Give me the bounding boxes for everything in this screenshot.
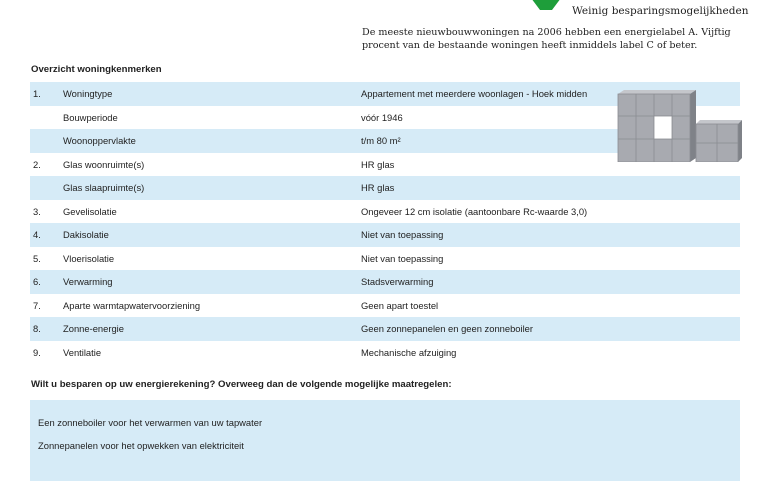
row-number: 7. <box>33 299 41 311</box>
row-value: Niet van toepassing <box>361 252 444 264</box>
row-value: Geen apart toestel <box>361 299 439 311</box>
table-row <box>30 294 740 318</box>
apartment-building-icon <box>612 88 744 162</box>
row-number: 9. <box>33 346 41 358</box>
table-row <box>30 247 740 271</box>
table-row <box>30 341 740 365</box>
row-label: Ventilatie <box>63 346 102 358</box>
row-value: Stadsverwarming <box>361 276 434 287</box>
row-number: 8. <box>33 323 41 334</box>
row-number: 2. <box>33 158 41 170</box>
row-label: Verwarming <box>63 276 113 287</box>
row-number: 6. <box>33 276 41 287</box>
measures-box <box>30 400 740 481</box>
row-value: Appartement met meerdere woonlagen - Hoek midden <box>361 88 588 99</box>
row-number: 3. <box>33 205 41 217</box>
row-label: Glas woonruimte(s) <box>63 158 145 170</box>
row-value: Ongeveer 12 cm isolatie (aantoonbare Rc-waarde 3,0) <box>361 205 588 217</box>
measure-item: Een zonneboiler voor het verwarmen van uw tapwater <box>38 417 263 428</box>
row-value: t/m 80 m² <box>361 135 401 146</box>
table-row <box>30 176 740 200</box>
row-label: Gevelisolatie <box>63 205 117 217</box>
intro-text: De meeste nieuwbouwwoningen na 2006 hebben een energielabel A. Vijftig procent van de bestaande woningen heeft inmiddels label C of beter. <box>362 27 731 51</box>
row-label: Woonoppervlakte <box>63 135 136 146</box>
row-value: Geen zonnepanelen en geen zonneboiler <box>361 323 534 334</box>
table-row <box>30 317 740 341</box>
row-number: 1. <box>33 88 41 99</box>
row-label: Dakisolatie <box>63 229 109 240</box>
energy-label-badge <box>522 0 570 10</box>
table-row <box>30 223 740 247</box>
row-value: vóór 1946 <box>361 111 403 123</box>
row-label: Zonne-energie <box>63 323 124 334</box>
row-label: Woningtype <box>63 88 113 99</box>
row-label: Vloerisolatie <box>63 252 115 264</box>
advice-question: Wilt u besparen op uw energierekening? Overweeg dan de volgende mogelijke maatregelen: <box>31 379 452 390</box>
row-value: Mechanische afzuiging <box>361 346 457 358</box>
row-label: Glas slaapruimte(s) <box>63 182 145 193</box>
row-number: 4. <box>33 229 41 240</box>
row-number: 5. <box>33 252 41 264</box>
table-row <box>30 270 740 294</box>
row-label: Aparte warmtapwatervoorziening <box>63 299 201 311</box>
row-value: HR glas <box>361 158 395 170</box>
measure-item: Zonnepanelen voor het opwekken van elektriciteit <box>38 440 244 451</box>
overview-title: Overzicht woningkenmerken <box>31 64 162 75</box>
table-row <box>30 200 740 224</box>
savings-indicator-text: Weinig besparingsmogelijkheden <box>572 5 749 17</box>
row-value: Niet van toepassing <box>361 229 444 240</box>
row-label: Bouwperiode <box>63 111 118 123</box>
row-value: HR glas <box>361 182 395 193</box>
